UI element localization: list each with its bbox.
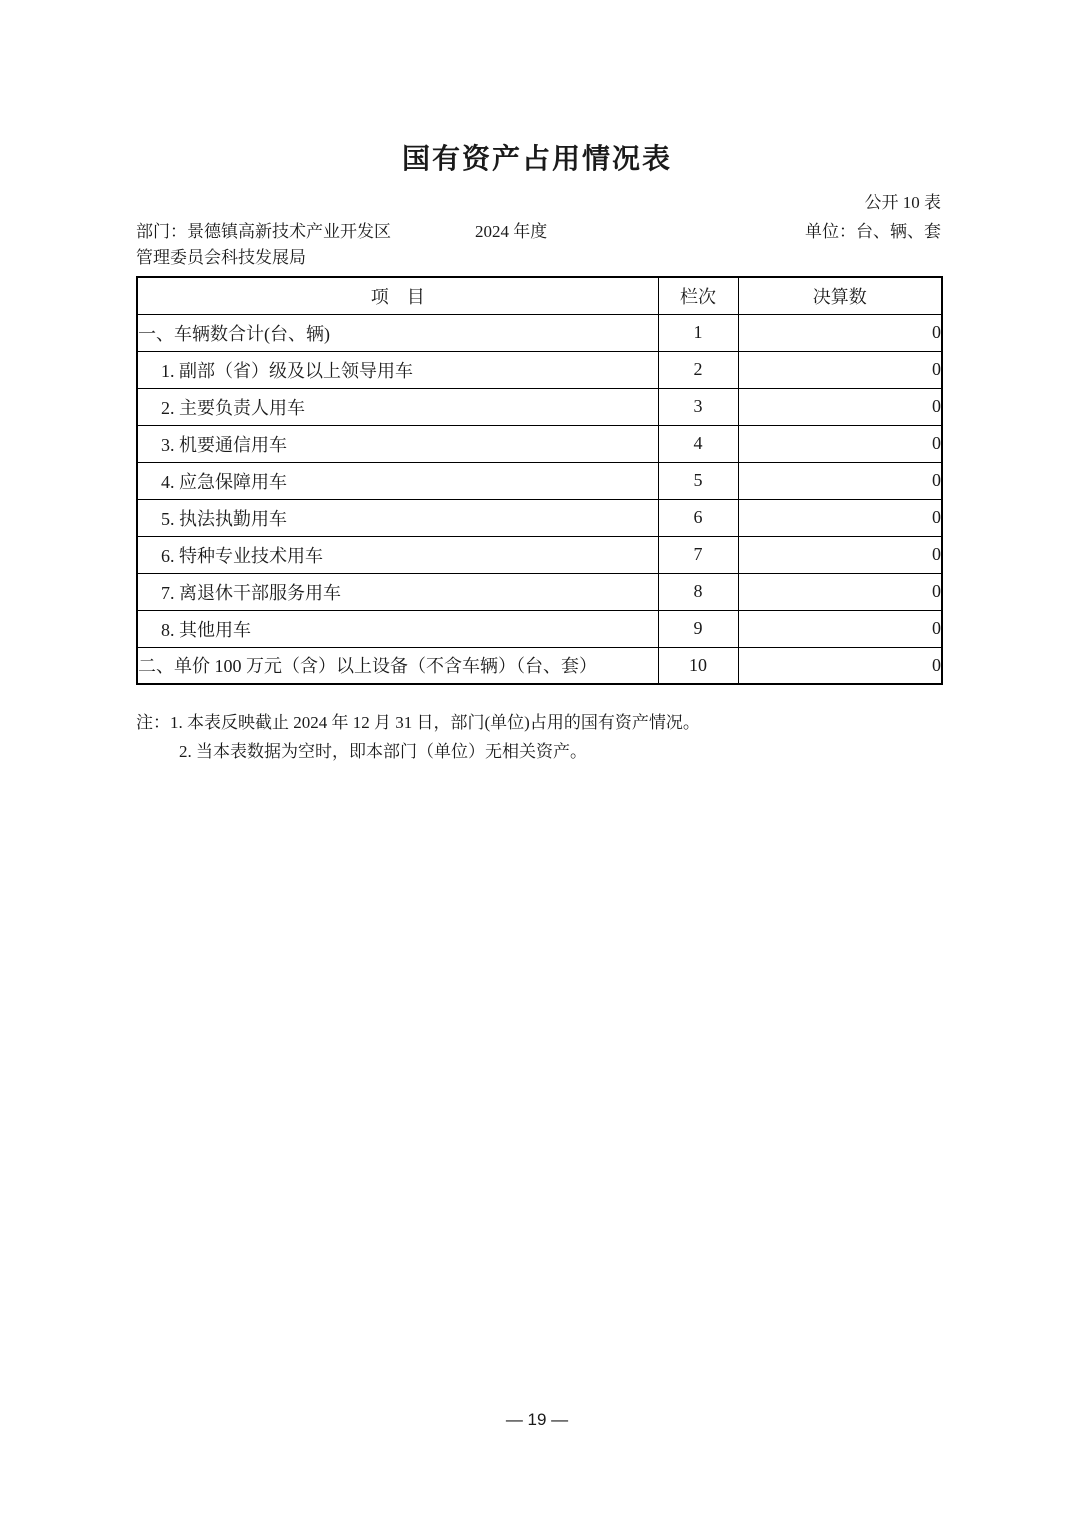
value-cell: 0 — [738, 647, 942, 684]
meta-row — [136, 219, 941, 245]
note-text-1: 1. 本表反映截止 2024 年 12 月 31 日，部门(单位)占用的国有资产情况。 — [170, 713, 700, 732]
note-line — [136, 737, 941, 766]
note-text-2: 2. 当本表数据为空时，即本部门（单位）无相关资产。 — [179, 742, 587, 761]
value-cell: 0 — [738, 499, 942, 536]
column-number-cell: 9 — [658, 610, 738, 647]
item-cell: 3. 机要通信用车 — [137, 425, 658, 462]
item-cell: 8. 其他用车 — [137, 610, 658, 647]
item-cell: 7. 离退休干部服务用车 — [137, 573, 658, 610]
value-cell: 0 — [738, 573, 942, 610]
notes — [136, 708, 941, 766]
column-number-cell: 6 — [658, 499, 738, 536]
content-area — [136, 193, 941, 766]
value-cell: 0 — [738, 462, 942, 499]
table-row — [137, 462, 942, 499]
table-row — [137, 610, 942, 647]
header-value: 决算数 — [738, 277, 942, 314]
table-label: 公开 10 表 — [864, 193, 941, 212]
table-row — [137, 536, 942, 573]
table-row — [137, 573, 942, 610]
department-label: 部门：景德镇高新技术产业开发区 — [136, 222, 391, 241]
header-item: 项 目 — [137, 277, 658, 314]
item-cell: 2. 主要负责人用车 — [137, 388, 658, 425]
item-cell: 4. 应急保障用车 — [137, 462, 658, 499]
item-cell: 5. 执法执勤用车 — [137, 499, 658, 536]
column-number-cell: 4 — [658, 425, 738, 462]
note-prefix: 注： — [136, 713, 170, 732]
table-row — [137, 388, 942, 425]
table-header — [137, 277, 942, 314]
column-number-cell: 5 — [658, 462, 738, 499]
column-number-cell: 10 — [658, 647, 738, 684]
value-cell: 0 — [738, 388, 942, 425]
table-row — [137, 351, 942, 388]
table-row — [137, 314, 942, 351]
value-cell: 0 — [738, 425, 942, 462]
unit-label: 单位：台、辆、套 — [805, 222, 941, 241]
year-label: 2024 年度 — [475, 222, 548, 241]
header-row — [137, 277, 942, 314]
column-number-cell: 1 — [658, 314, 738, 351]
note-line — [136, 708, 941, 737]
page-title: 国有资产占用情况表 — [401, 142, 672, 175]
item-cell: 6. 特种专业技术用车 — [137, 536, 658, 573]
table-row — [137, 499, 942, 536]
value-cell: 0 — [738, 610, 942, 647]
department-line2: 管理委员会科技发展局 — [136, 248, 306, 267]
column-number-cell: 7 — [658, 536, 738, 573]
item-cell: 二、单价 100 万元（含）以上设备（不含车辆）（台、套） — [137, 647, 658, 684]
value-cell: 0 — [738, 536, 942, 573]
column-number-cell: 8 — [658, 573, 738, 610]
value-cell: 0 — [738, 351, 942, 388]
column-number-cell: 2 — [658, 351, 738, 388]
header-column: 栏次 — [658, 277, 738, 314]
item-cell: 一、车辆数合计(台、辆) — [137, 314, 658, 351]
table-body — [137, 314, 942, 684]
page-number: — 19 — — [505, 1410, 569, 1429]
value-cell: 0 — [738, 314, 942, 351]
column-number-cell: 3 — [658, 388, 738, 425]
item-cell: 1. 副部（省）级及以上领导用车 — [137, 351, 658, 388]
table-row — [137, 425, 942, 462]
assets-table — [136, 276, 943, 685]
table-row — [137, 647, 942, 684]
